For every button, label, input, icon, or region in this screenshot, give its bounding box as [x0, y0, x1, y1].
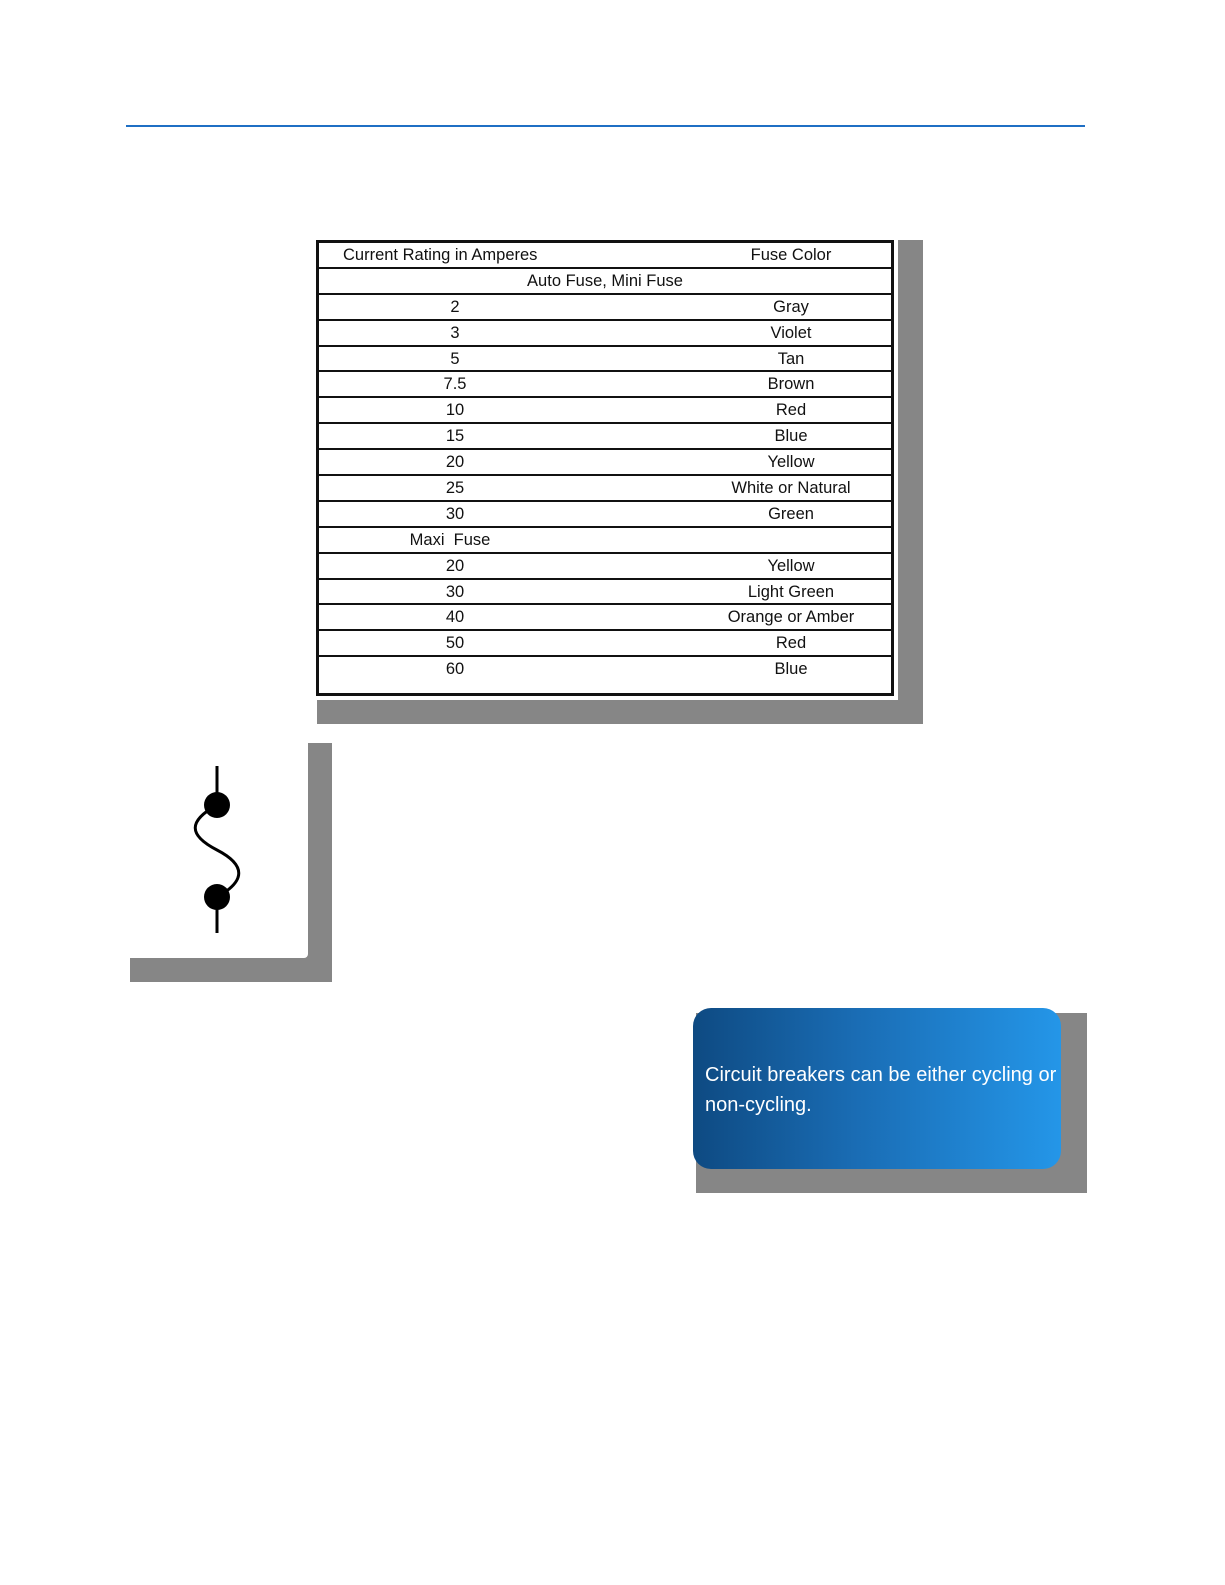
table-row: [319, 398, 891, 424]
color-cell: Tan: [777, 349, 805, 368]
section-title-row: [319, 269, 891, 295]
header-rating: Current Rating in Amperes: [343, 246, 538, 264]
fuse-symbol-figure: [126, 739, 308, 958]
section-title: Maxi Fuse: [409, 530, 491, 549]
rating-cell: 25: [445, 479, 465, 498]
rating-cell: 5: [450, 349, 460, 368]
rating-cell: 20: [445, 453, 465, 472]
header-color: Fuse Color: [750, 246, 832, 264]
rating-cell: 3: [450, 323, 460, 342]
table-row: [319, 450, 891, 476]
color-cell: Brown: [767, 375, 815, 394]
rating-cell: 10: [445, 401, 465, 420]
table-header-row: [319, 243, 891, 269]
header-rule: [126, 125, 1085, 127]
table-row: [319, 347, 891, 373]
color-cell: Light Green: [747, 582, 835, 601]
table-row: [319, 631, 891, 657]
rating-cell: 30: [445, 504, 465, 523]
table-row: [319, 554, 891, 580]
fuse-rating-table: [316, 240, 894, 696]
color-cell: Gray: [773, 297, 809, 316]
rating-cell: 20: [445, 556, 465, 575]
rating-cell: 50: [445, 634, 465, 653]
table-row: [319, 424, 891, 450]
color-cell: Green: [768, 504, 814, 523]
rating-cell: 15: [445, 427, 465, 446]
callout-box: [693, 1008, 1061, 1169]
fuse-symbol-icon: [126, 739, 308, 958]
fuse-rating-table-figure: [312, 236, 898, 700]
color-cell: Red: [775, 401, 807, 420]
table-row: [319, 476, 891, 502]
color-cell: Blue: [774, 427, 808, 446]
section-title-row: [319, 528, 891, 554]
rating-cell: 30: [445, 582, 465, 601]
color-cell: Yellow: [767, 453, 815, 472]
rating-cell: 2: [450, 297, 460, 316]
color-cell: White or Natural: [731, 479, 851, 498]
rating-cell: 7.5: [443, 375, 467, 394]
rating-cell: 40: [445, 608, 465, 627]
callout-text: Circuit breakers can be either cycling or non-cycling.: [705, 1064, 1057, 1116]
color-cell: Violet: [770, 323, 812, 342]
color-cell: Yellow: [767, 556, 815, 575]
table-row: [319, 605, 891, 631]
table-row: [319, 295, 891, 321]
table-row: [319, 580, 891, 606]
color-cell: Red: [775, 634, 807, 653]
table-row: [319, 657, 891, 683]
color-cell: Orange or Amber: [727, 608, 855, 627]
section-title: Auto Fuse, Mini Fuse: [527, 271, 683, 290]
table-row: [319, 372, 891, 398]
table-row: [319, 502, 891, 528]
rating-cell: 60: [445, 660, 465, 679]
color-cell: Blue: [774, 660, 808, 679]
table-row: [319, 321, 891, 347]
